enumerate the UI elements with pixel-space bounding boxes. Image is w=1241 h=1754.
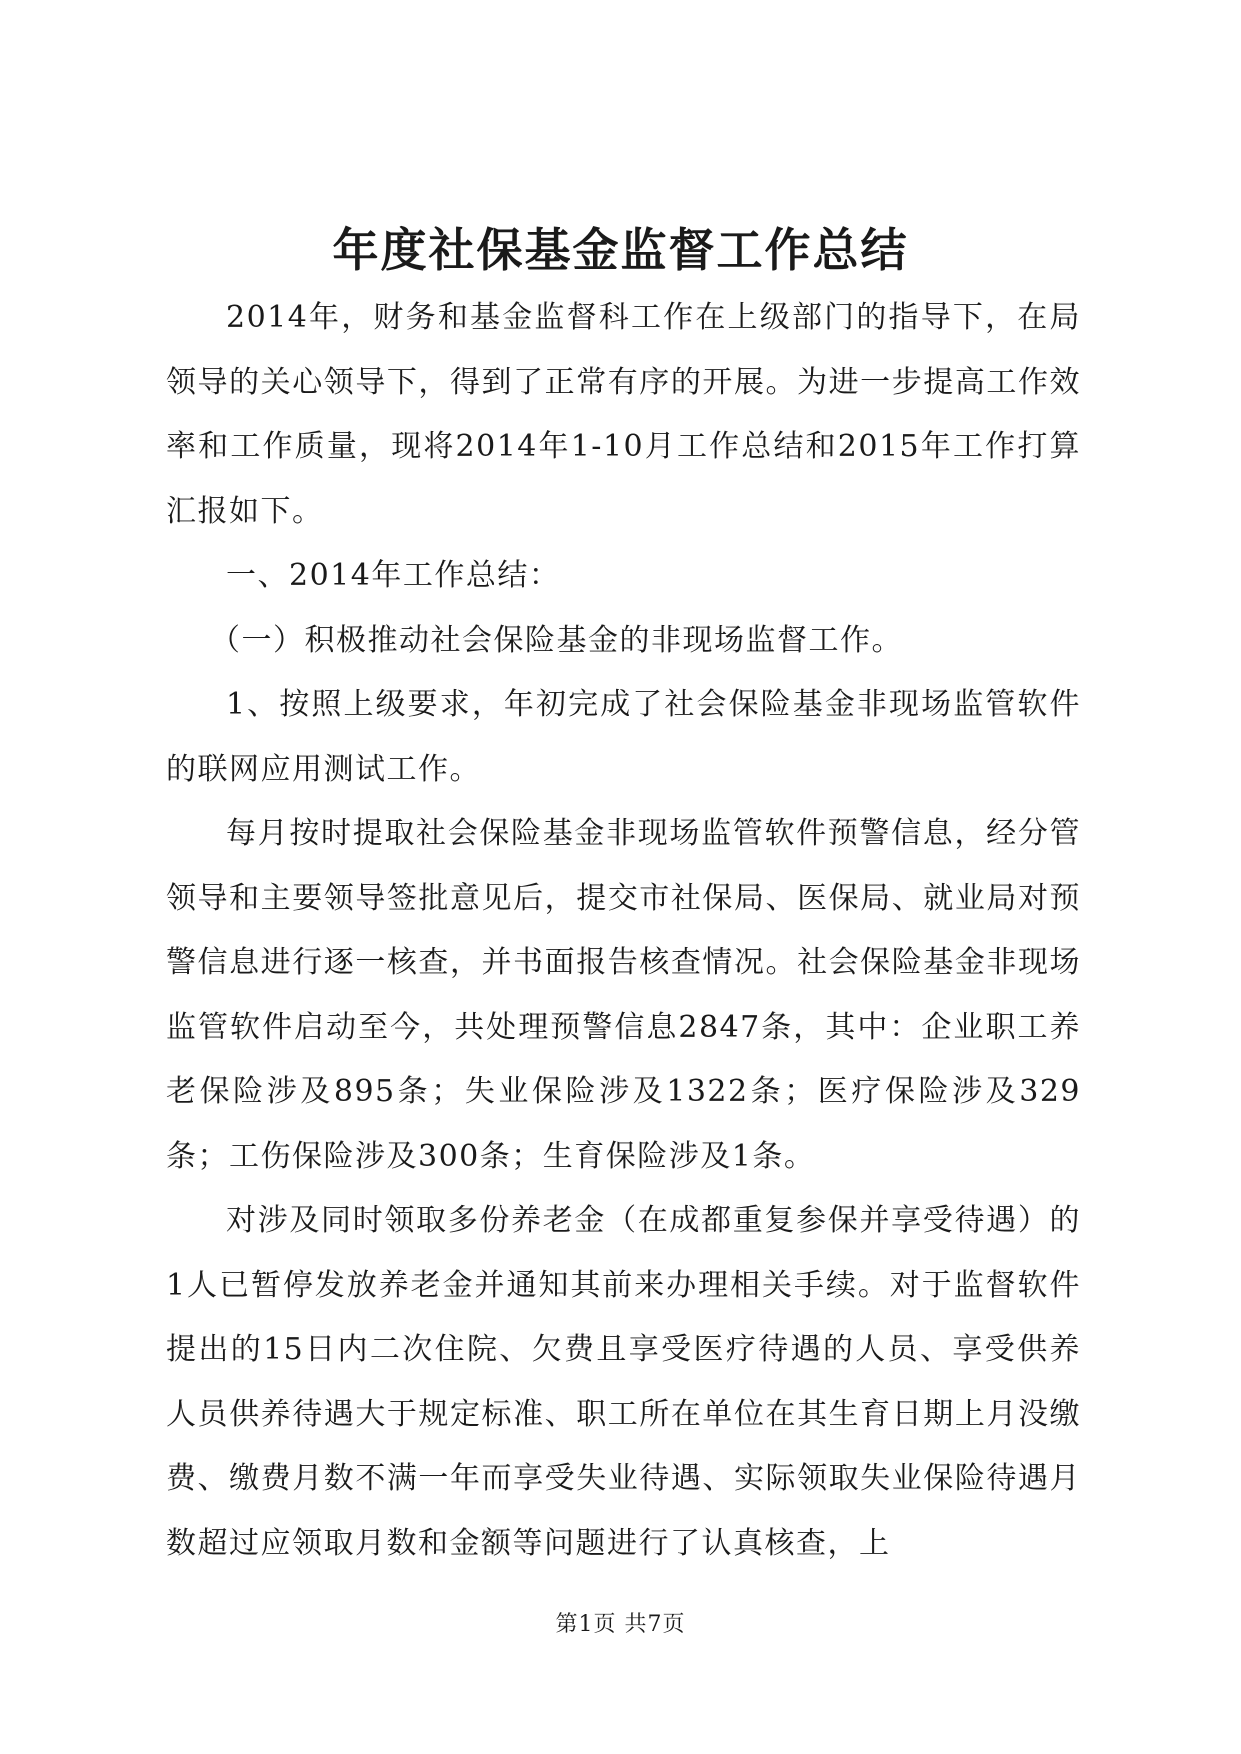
page-footer: 第1页 共7页 — [555, 1612, 686, 1637]
paragraph-item-1: 1、按照上级要求，年初完成了社会保险基金非现场监管软件的联网应用测试工作。 — [166, 687, 1081, 787]
document-title: 年度社保基金监督工作总结 — [332, 223, 909, 277]
subsection-heading-offsite-supervision: （一）积极推动社会保险基金的非现场监督工作。 — [210, 622, 903, 658]
paragraph-warning-info: 每月按时提取社会保险基金非现场监管软件预警信息，经分管领导和主要领导签批意见后，提交市社保局、医保局、就业局对预警信息进行逐一核查，并书面报告核查情况。社会保险基金非现场监管软件启动至今，共处理预警信息2847条，其中：企业职工养老保险涉及895条；失业保险涉及1322条；医疗保险涉及329条；工伤保险涉及300条；生育保险涉及1条。 — [166, 816, 1081, 1174]
section-heading-2014-summary: 一、2014年工作总结： — [226, 558, 561, 593]
paragraph-intro: 2014年，财务和基金监督科工作在上级部门的指导下，在局领导的关心领导下，得到了正常有序的开展。为进一步提高工作效率和工作质量，现将2014年1-10月工作总结和2015年工作打算汇报如下。 — [166, 300, 1081, 529]
paragraph-pension-check: 对涉及同时领取多份养老金（在成都重复参保并享受待遇）的1人已暂停发放养老金并通知其前来办理相关手续。对于监督软件提出的15日内二次住院、欠费且享受医疗待遇的人员、享受供养人员供养待遇大于规定标准、职工所在单位在其生育日期上月没缴费、缴费月数不满一年而享受失业待遇、实际领取失业保险待遇月数超过应领取月数和金额等问题进行了认真核查，上 — [166, 1203, 1081, 1561]
document-body — [166, 286, 1081, 1576]
